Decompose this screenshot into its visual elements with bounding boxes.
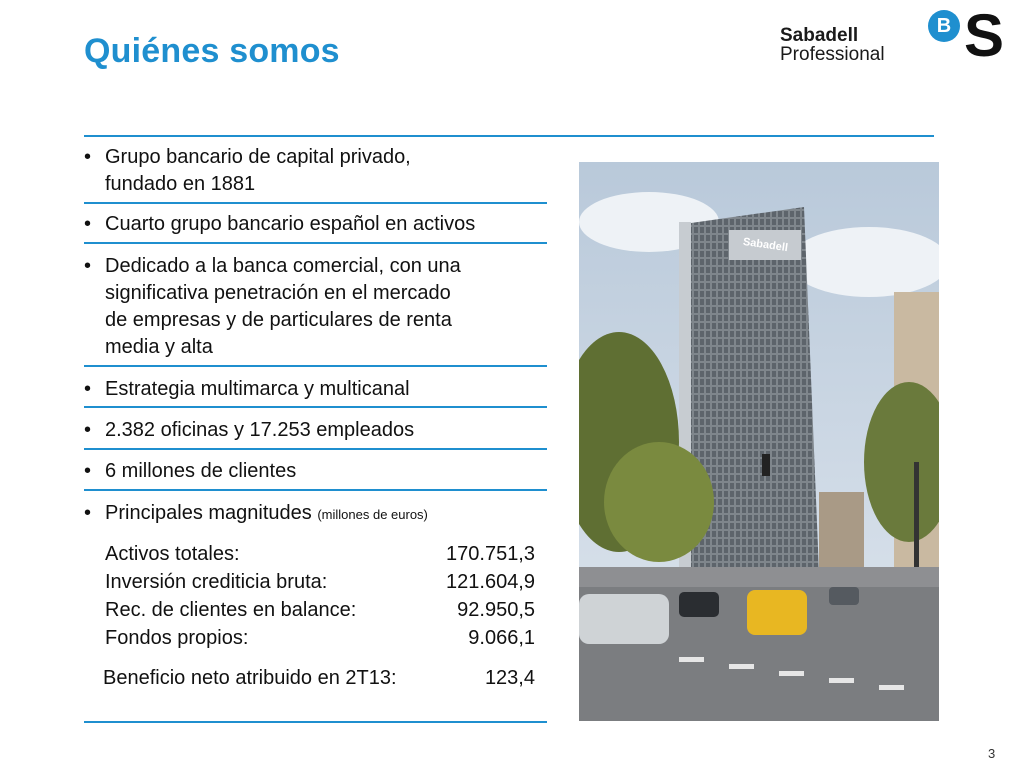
- bullet-text: Estrategia multimarca y multicanal: [105, 378, 410, 400]
- figure-row: [105, 541, 535, 568]
- figure-value: 170.751,3: [446, 543, 535, 565]
- road-marking: [729, 664, 754, 669]
- units-note: (millones de euros): [317, 507, 428, 522]
- traffic-light: [762, 454, 770, 476]
- top-divider: [84, 135, 934, 137]
- divider: [84, 242, 547, 244]
- bullet-text: fundado en 1881: [105, 173, 256, 195]
- figure-row: [105, 597, 535, 624]
- sidewalk: [579, 567, 939, 587]
- bullet-text: 2.382 oficinas y 17.253 empleados: [105, 419, 415, 441]
- divider: [84, 202, 547, 204]
- car: [679, 592, 719, 617]
- figure-label: Inversión crediticia bruta:: [105, 571, 328, 593]
- bullet-dot-icon: •: [84, 378, 92, 400]
- divider: [84, 448, 547, 450]
- bullet-text: Principales magnitudes: [105, 502, 312, 524]
- building-sign: Sabadell: [742, 235, 789, 255]
- net-profit-row: [103, 667, 535, 694]
- road-marking: [829, 678, 854, 683]
- bullet-dot-icon: •: [84, 502, 92, 524]
- divider: [84, 489, 547, 491]
- bullet-dot-icon: •: [84, 146, 92, 168]
- bullet-dot-icon: •: [84, 460, 92, 482]
- figure-row: [105, 625, 535, 652]
- figure-label: Fondos propios:: [105, 627, 249, 649]
- net-profit-label: Beneficio neto atribuido en 2T13:: [103, 667, 397, 689]
- bullet-text: Dedicado a la banca comercial, con una: [105, 255, 461, 277]
- silver-car: [579, 594, 669, 644]
- figure-row: [105, 569, 535, 596]
- bullet-text: significativa penetración en el mercado: [105, 282, 451, 304]
- logo-s-icon: S: [964, 2, 1005, 69]
- bullet-text: de empresas y de particulares de renta: [105, 309, 452, 331]
- page-number: 3: [988, 746, 996, 761]
- bottom-divider: [84, 721, 547, 723]
- figure-value: 121.604,9: [446, 571, 535, 593]
- bullet-dot-icon: •: [84, 213, 92, 235]
- sabadell-professional-logo: [780, 26, 885, 64]
- road-marking: [879, 685, 904, 690]
- bullet-dot-icon: •: [84, 255, 92, 277]
- figure-label: Rec. de clientes en balance:: [105, 599, 357, 621]
- car: [829, 587, 859, 605]
- headquarters-illustration: [579, 162, 939, 721]
- headquarters-photo: [579, 162, 939, 721]
- page-title: Quiénes somos: [84, 32, 340, 70]
- figure-value: 92.950,5: [457, 599, 535, 621]
- road-marking: [679, 657, 704, 662]
- tree: [604, 442, 714, 562]
- bullet-text: Cuarto grupo bancario español en activos: [105, 213, 476, 235]
- bullet-dot-icon: •: [84, 419, 92, 441]
- figure-value: 9.066,1: [468, 627, 535, 649]
- bullet-text: media y alta: [105, 336, 213, 358]
- taxi: [747, 590, 807, 635]
- logo-line-2: Professional: [780, 44, 885, 65]
- bullet-text: 6 millones de clientes: [105, 460, 297, 482]
- divider: [84, 365, 547, 367]
- net-profit-value: 123,4: [484, 667, 535, 689]
- figure-label: Activos totales:: [105, 543, 240, 565]
- logo-badge-icon: B: [928, 10, 960, 42]
- bullet-text: Grupo bancario de capital privado,: [105, 146, 411, 168]
- divider: [84, 406, 547, 408]
- logo-line-1: Sabadell: [780, 25, 859, 46]
- road-marking: [779, 671, 804, 676]
